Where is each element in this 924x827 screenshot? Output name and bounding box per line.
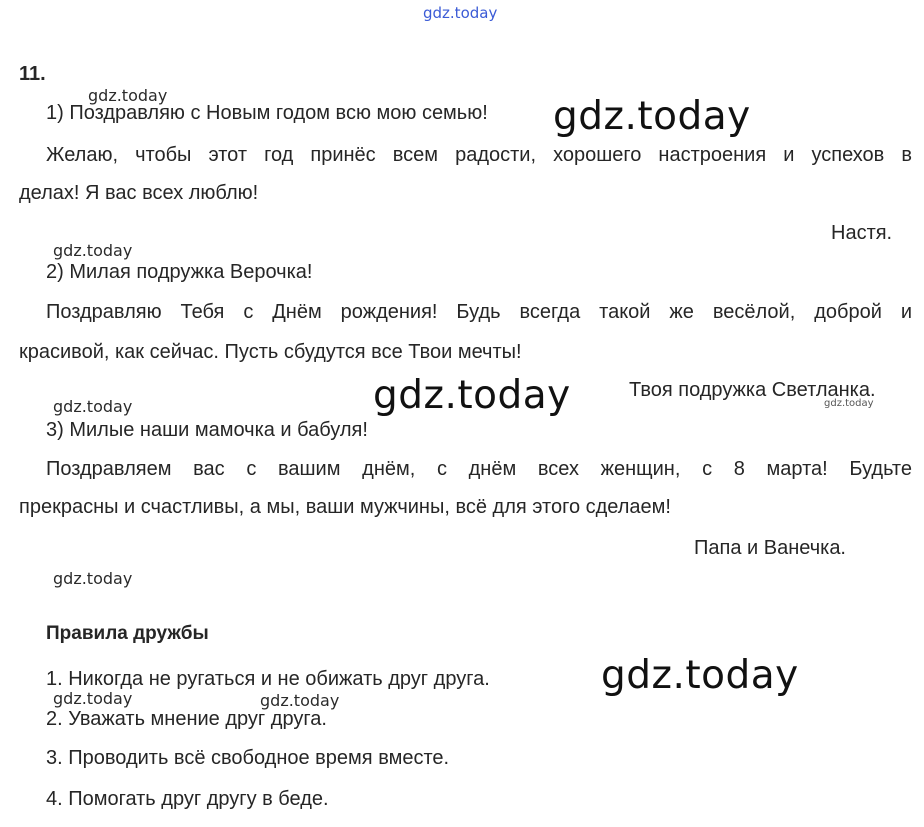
watermark-label: gdz.today bbox=[53, 397, 133, 416]
watermark-big: gdz.today bbox=[601, 653, 799, 698]
rules-item: 1. Никогда не ругаться и не обижать друг друга. bbox=[46, 668, 490, 690]
watermark-label: gdz.today bbox=[88, 86, 168, 105]
letter3-line1: Поздравляем вас с вашим днём, с днём всех женщин, с 8 марта! Будьте bbox=[46, 458, 912, 480]
watermark-big: gdz.today bbox=[553, 94, 751, 139]
rules-item: 4. Помогать друг другу в беде. bbox=[46, 788, 329, 810]
watermark-label: gdz.today bbox=[53, 689, 133, 708]
letter3-line2: прекрасны и счастливы, а мы, ваши мужчины, всё для этого сделаем! bbox=[19, 496, 671, 518]
rules-item: 2. Уважать мнение друг друга. bbox=[46, 708, 327, 730]
letter1-heading: 1) Поздравляю с Новым годом всю мою семью! bbox=[46, 102, 488, 124]
letter2-signature: Твоя подружка Светланка. bbox=[629, 379, 876, 401]
letter2-heading: 2) Милая подружка Верочка! bbox=[46, 261, 313, 283]
watermark-top: gdz.today bbox=[423, 4, 498, 22]
letter3-signature: Папа и Ванечка. bbox=[694, 537, 846, 559]
watermark-label: gdz.today bbox=[260, 691, 340, 710]
letter1-signature: Настя. bbox=[831, 222, 893, 244]
watermark-label: gdz.today bbox=[53, 241, 133, 260]
watermark-tiny: gdz.today bbox=[824, 398, 874, 409]
letter1-line1: Желаю, чтобы этот год принёс всем радости, хорошего настроения и успехов в bbox=[46, 144, 912, 166]
watermark-label: gdz.today bbox=[53, 569, 133, 588]
watermark-big: gdz.today bbox=[373, 373, 571, 418]
letter3-heading: 3) Милые наши мамочка и бабуля! bbox=[46, 419, 368, 441]
letter1-line2: делах! Я вас всех люблю! bbox=[19, 182, 259, 204]
letter2-line2: красивой, как сейчас. Пусть сбудутся все Твои мечты! bbox=[19, 341, 522, 363]
exercise-number: 11. bbox=[19, 63, 46, 85]
rules-title: Правила дружбы bbox=[46, 623, 209, 644]
letter2-line1: Поздравляю Тебя с Днём рождения! Будь всегда такой же весёлой, доброй и bbox=[46, 301, 912, 323]
rules-item: 3. Проводить всё свободное время вместе. bbox=[46, 747, 450, 769]
